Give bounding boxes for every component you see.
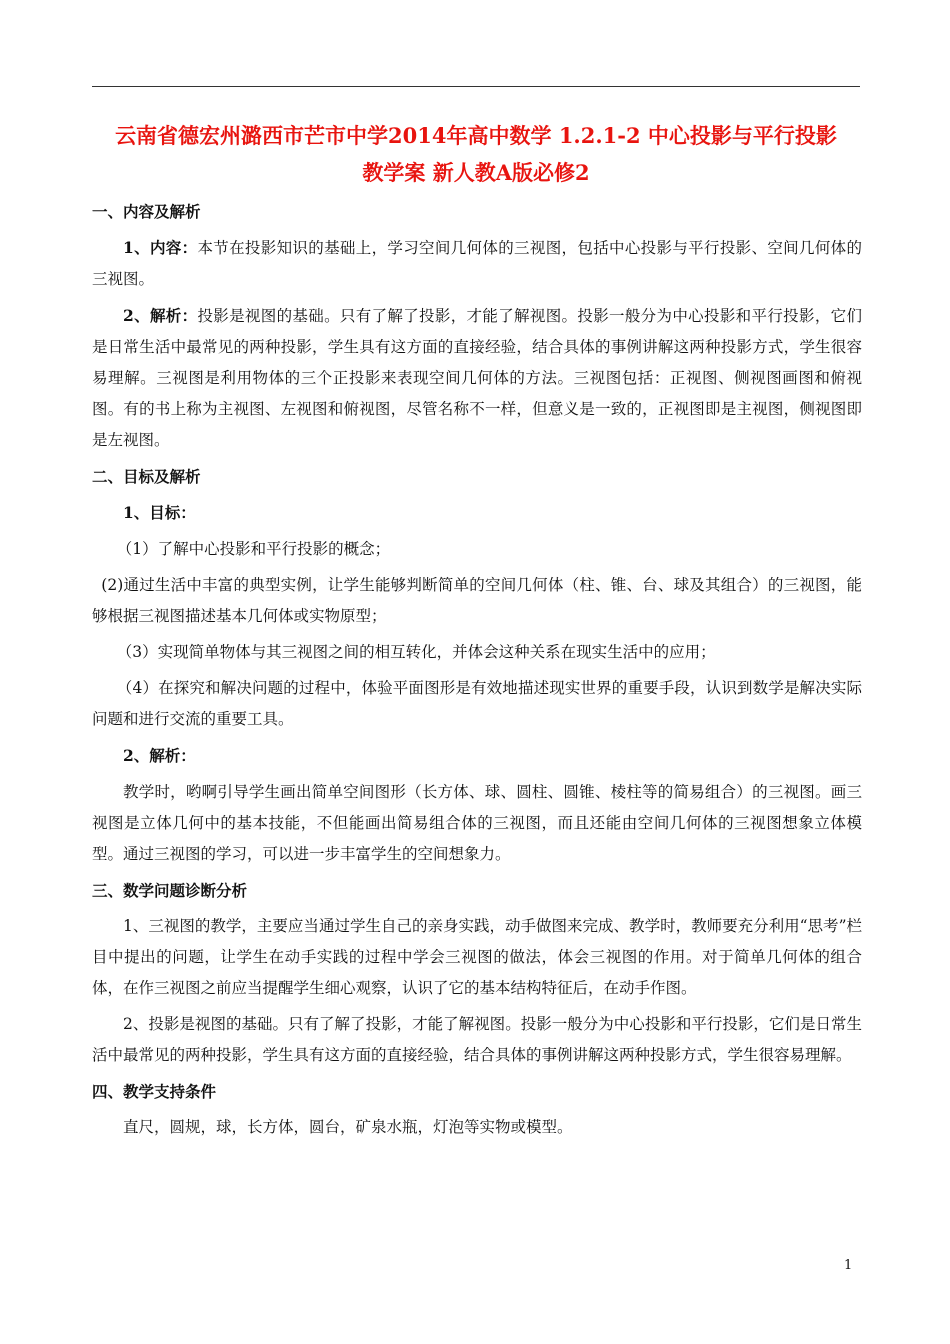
- analysis-paragraph: 教学时，哟啊引导学生画出简单空间图形（长方体、球、圆柱、圆锥、棱柱等的简易组合）的三视图。画三视图是立体几何中的基本技能，不但能画出简易组合体的三视图，而且还能由空间几何体的三视图想象立体模型。通过三视图的学习，可以进一步丰富学生的空间想象力。: [92, 783, 862, 863]
- diagnosis-paragraph-1: 1、三视图的教学，主要应当通过学生自己的亲身实践，动手做图来完成、教学时，教师要充分利用“思考”栏目中提出的问题，让学生在动手实践的过程中学会三视图的做法，体会三视图的作用。对于简单几何体的组合体，在作三视图之前应当提醒学生细心观察，认识了它的基本结构特征后，在动手作图。: [92, 917, 862, 997]
- paragraph-label: 1、目标：: [123, 503, 196, 522]
- analysis-label-paragraph: [92, 740, 862, 772]
- header-rule: [92, 86, 860, 87]
- paragraph-label: 2、解析：: [123, 746, 196, 765]
- section-heading-1: 一、内容及解析: [92, 202, 201, 221]
- paragraph-label: 2、解析：: [123, 306, 198, 325]
- paragraph-text: 投影是视图的基础。只有了解了投影，才能了解视图。投影一般分为中心投影和平行投影，它们是日常生活中最常见的两种投影，学生具有这方面的直接经验，结合具体的事例讲解这两种投影方式，学生很容易理解。三视图是利用物体的三个正投影来表现空间几何体的方法。三视图包括：正视图、侧视图画图和俯视图。有的书上称为主视图、左视图和俯视图，尽管名称不一样，但意义是一致的，正视图即是主视图，侧视图即是左视图。: [92, 307, 862, 449]
- diagnosis-paragraph-2: 2、投影是视图的基础。只有了解了投影，才能了解视图。投影一般分为中心投影和平行投影，它们是日常生活中最常见的两种投影，学生具有这方面的直接经验，结合具体的事例讲解这两种投影方式，学生很容易理解。: [92, 1015, 862, 1064]
- goal-item-4: （4）在探究和解决问题的过程中，体验平面图形是有效地描述现实世界的重要手段，认识到数学是解决实际问题和进行交流的重要工具。: [92, 679, 862, 728]
- page-number: 1: [844, 1258, 853, 1273]
- goal-item-2: (2)通过生活中丰富的典型实例，让学生能够判断简单的空间几何体（柱、锥、台、球及其组合）的三视图，能够根据三视图描述基本几何体或实物原型；: [92, 576, 862, 625]
- paragraph-label: 1、内容：: [123, 238, 198, 257]
- paragraph-content: [92, 232, 862, 295]
- document-title-line-1: 云南省德宏州潞西市芒市中学2014年高中数学 1.2.1-2 中心投影与平行投影: [115, 123, 837, 148]
- support-paragraph: 直尺，圆规，球，长方体，圆台，矿泉水瓶，灯泡等实物或模型。: [123, 1118, 573, 1136]
- document-body: [92, 196, 862, 1148]
- section-heading-3: 三、数学问题诊断分析: [92, 881, 248, 900]
- section-heading-2: 二、目标及解析: [92, 467, 201, 486]
- paragraph-analysis: [92, 300, 862, 456]
- document-title-line-2: 教学案 新人教A版必修2: [362, 160, 590, 185]
- section-heading-4: 四、教学支持条件: [92, 1082, 217, 1101]
- goal-item-1: （1）了解中心投影和平行投影的概念；: [116, 540, 391, 558]
- paragraph-text: 本节在投影知识的基础上，学习空间几何体的三视图，包括中心投影与平行投影、空间几何体的三视图。: [92, 239, 862, 288]
- goal-label-paragraph: [92, 497, 862, 529]
- goal-item-3: （3）实现简单物体与其三视图之间的相互转化，并体会这种关系在现实生活中的应用；: [116, 643, 716, 661]
